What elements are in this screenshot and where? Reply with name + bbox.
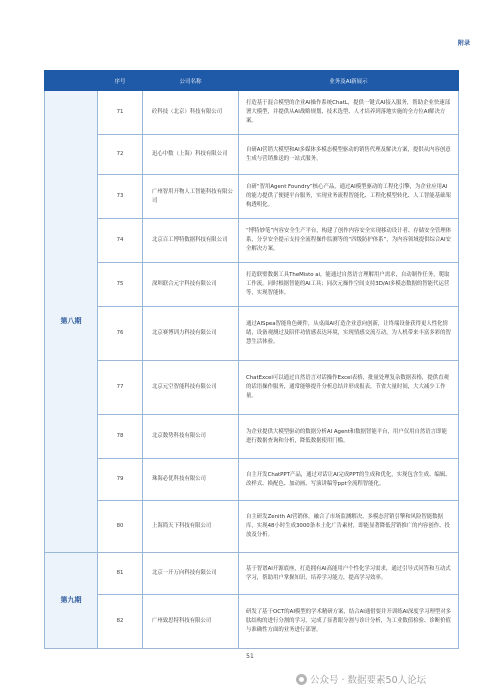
business-description: 自主开发ChatPPT产品，通过对话让AI完成PPT的生成和优化，实现包含生成、编辑、改样式、换配色、加动画、写演讲稿等ppt全流程智能化。 xyxy=(239,459,459,501)
table-row xyxy=(45,595,459,649)
business-description: 自研AI营销大模型和AI多媒体多模态模型驱动的销售代理及解决方案，提供从内容创意生成与营销推送的一站式服务。 xyxy=(239,135,459,175)
company-name: 北京元空智能科技有限公司 xyxy=(143,361,239,415)
business-description: 打造基于混合模型的企业AI操作系统ChatL，提供一键式AI接入服务，帮助企业快速部署大模型，并提供从AI战略规划、技术选型、人才培养到落地实施的全方位AI解决方案。 xyxy=(239,91,459,135)
company-name: 广州致思特科技有限公司 xyxy=(143,595,239,649)
company-name: 上海简天下科技有限公司 xyxy=(143,501,239,553)
table-row xyxy=(45,307,459,361)
table-row xyxy=(45,361,459,415)
company-table xyxy=(44,70,459,649)
business-description: 自研“智用Agent Foundry”核心产品，通过AI模型驱动的工程化引擎，为企业应用AI的能力提供了便捷平台服务，实现业务流程智能化、工程化模型转化、人工智能基础架构透明化。 xyxy=(239,175,459,219)
period-label: 第九期 xyxy=(45,553,98,649)
table-row xyxy=(45,459,459,501)
row-number: 72 xyxy=(98,135,143,175)
company-name: 广州智用开物人工智能科技有限公司 xyxy=(143,175,239,219)
header-no: 序号 xyxy=(98,71,143,91)
row-number: 82 xyxy=(98,595,143,649)
row-number: 81 xyxy=(98,553,143,595)
header-tag: 附录 xyxy=(458,40,471,47)
period-label: 第八期 xyxy=(45,91,98,553)
company-name: 珠海必优科技有限公司 xyxy=(143,459,239,501)
business-description: ChatExcel可以通过自然语言对话操作Excel表格，批量处理复杂数据表格，提供直观的话语操作服务，通常能够提升分析总结并形成报表，节省大量时间，大大减少工作量。 xyxy=(239,361,459,415)
page-number: 51 xyxy=(246,653,254,660)
table-row xyxy=(45,175,459,219)
table-row xyxy=(45,91,459,135)
row-number: 77 xyxy=(98,361,143,415)
business-description: 打造联璧数据工具TheMisto ai，能通过自然语言理解用户需求，自动制作任务，爬取工作流，同时根据智能的AI工具；同次元操作空间支持3D/AI多模态数据的智能代运营等，实现智能体。 xyxy=(239,263,459,307)
company-name: 北京赛博训力科技有限公司 xyxy=(143,307,239,361)
header-period-cell xyxy=(45,71,98,91)
business-description: 自主研发Zenith AI营销体，融合了市场监测解决、多模态营销引擎和风险智能数据库，实现48小时生成3000条本土化广告素材，即能显著降低营销推广的内容创作、投放及分析。 xyxy=(239,501,459,553)
row-number: 76 xyxy=(98,307,143,361)
row-number: 71 xyxy=(98,91,143,135)
business-description: 为企业提供大模型驱动的数据分析AI Agent和数据智能平台，用户仅用自然语言即能进行数据查询和分析，降低数据使用门槛。 xyxy=(239,415,459,459)
company-name: 深圳联合元宇科技有限公司 xyxy=(143,263,239,307)
company-name: 北京数势科技有限公司 xyxy=(143,415,239,459)
row-number: 78 xyxy=(98,415,143,459)
wechat-icon xyxy=(296,674,307,685)
row-number: 73 xyxy=(98,175,143,219)
company-name: 北京一开万向科技有限公司 xyxy=(143,553,239,595)
table-row xyxy=(45,415,459,459)
row-number: 80 xyxy=(98,501,143,553)
table-row xyxy=(45,219,459,263)
watermark-text: 公众号 · 数据要素50人论坛 xyxy=(310,675,427,686)
table-row xyxy=(45,135,459,175)
business-description: 研发了基于OCT的AI模型的学术精研方案，结合AI通借要并开训练AI深度学习理型对多肽结构的进行分割的学习，完成了显著眼分割与诊计分析，为工业数值检验、诊断价值与准确性方面的业务进行部署。 xyxy=(239,595,459,649)
header-desc: 业务及AI新展示 xyxy=(239,71,459,91)
table-header-row xyxy=(45,71,459,91)
company-name: 迅心中数（上海）科技有限公司 xyxy=(143,135,239,175)
row-number: 74 xyxy=(98,219,143,263)
table-row xyxy=(45,553,459,595)
table-row xyxy=(45,501,459,553)
business-description: 基于智谱AI开源底座，打造拥有AI高能用户个性化学习需求，通过引导式问答和互动式学习，帮助用户掌握知识，培养学习能力，提高学习效率。 xyxy=(239,553,459,595)
table-row xyxy=(45,263,459,307)
row-number: 79 xyxy=(98,459,143,501)
header-company: 公司名称 xyxy=(143,71,239,91)
company-name: 砼科技（北京）科技有限公司 xyxy=(143,91,239,135)
watermark xyxy=(296,672,426,686)
business-description: “博特妙笔”内容安全生产平台，构建了创作内容安全实现移动设计者、存储安全管理体系，分享安全提示支持全流程操作监测等的“四级防护体系”，为内容领域提供综合AI安全解决方案。 xyxy=(239,219,459,263)
company-name: 北京百工博特数据科技有限公司 xyxy=(143,219,239,263)
row-number: 75 xyxy=(98,263,143,307)
business-description: 通过AISpea智能角色硬件，从桌面AI打造企业意向创新，让终端设备获得更人性化情绪，设备观测过及陪伴功情感表达环境，实现情感交流互动，为人机带来丰富多彩的智慧生活体验。 xyxy=(239,307,459,361)
